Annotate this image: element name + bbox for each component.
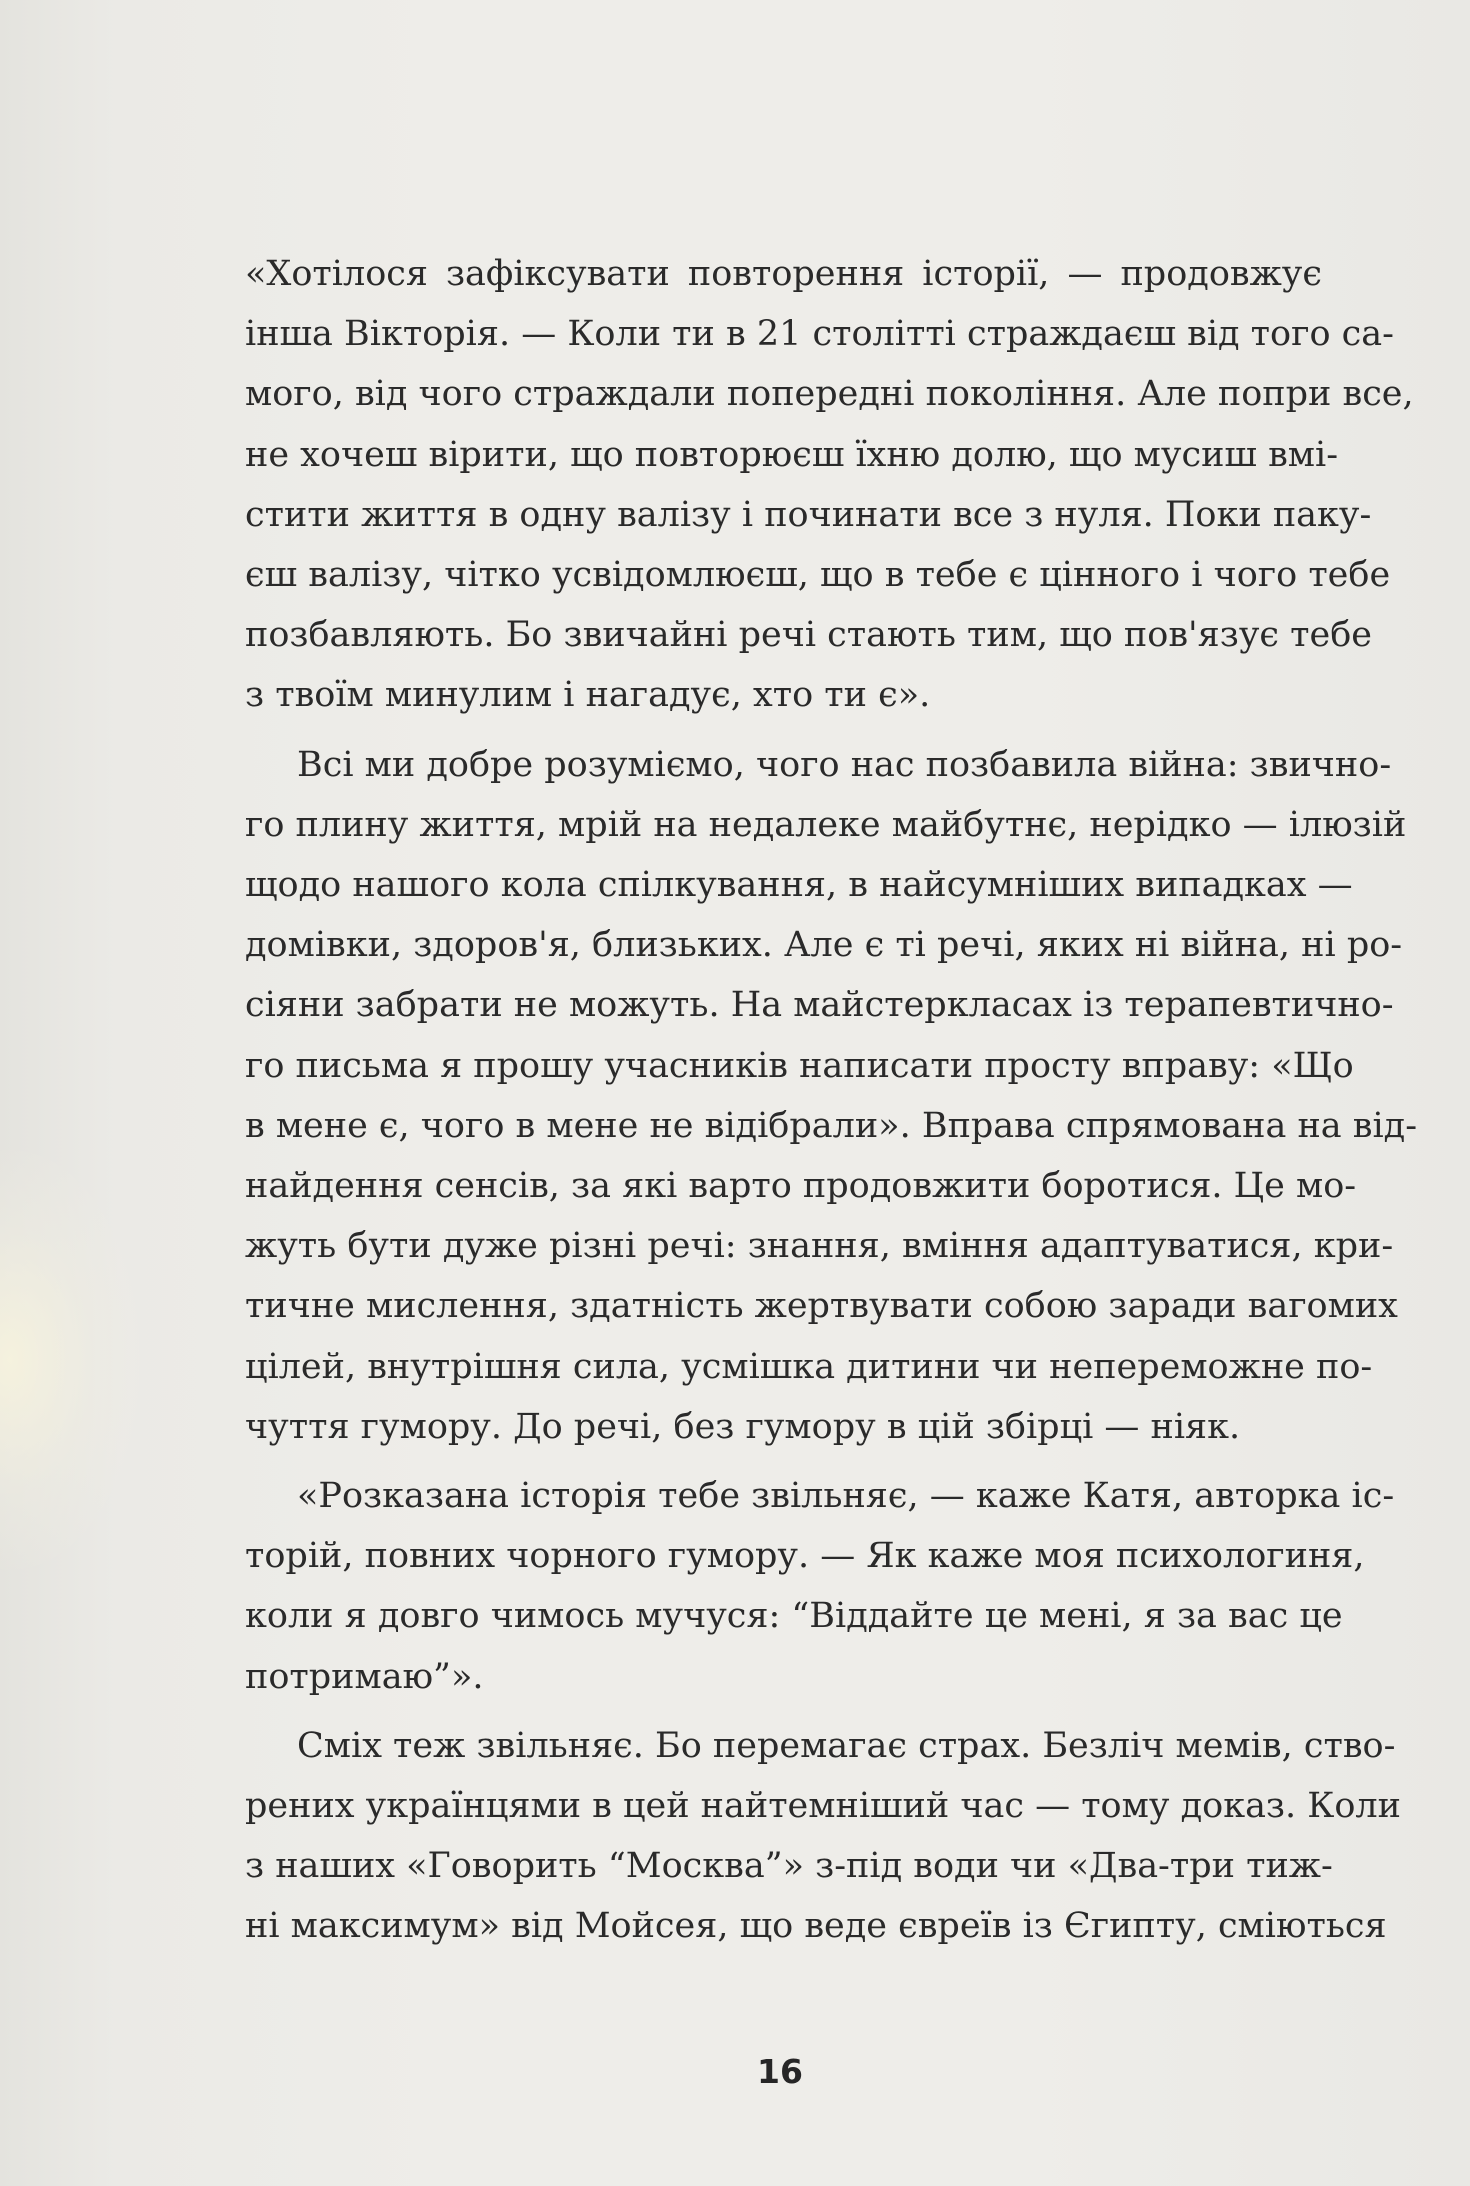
text-line: єш валізу, чітко усвідомлюєш, що в тебе є цінного і чого тебе (245, 555, 1391, 596)
text-line: Сміх теж звільняє. Бо перемагає страх. Безліч мемів, ство- (297, 1725, 1396, 1766)
text-line: інша Вікторія. — Коли ти в 21 столітті страждаєш від того са- (245, 314, 1394, 355)
page-number: 16 (757, 2052, 803, 2091)
paragraph-3 (245, 1466, 1395, 1707)
text-line: з наших «Говорить “Москва”» з-під води чи «Два-три тиж- (245, 1846, 1333, 1887)
text-line: з твоїм минулим і нагадує, хто ти є». (245, 675, 931, 716)
paragraph-4 (245, 1716, 1401, 1957)
paragraph-2 (245, 735, 1418, 1457)
text-line: потримаю”». (245, 1656, 484, 1697)
text-line: го плину життя, мрій на недалеке майбутнє, нерідко — ілюзій (245, 804, 1407, 845)
text-line: не хочеш вірити, що повторюєш їхню долю, що мусиш вмі- (245, 434, 1339, 475)
text-line: Всі ми добре розуміємо, чого нас позбавила війна: звично- (297, 744, 1392, 785)
text-line: «Розказана історія тебе звільняє, — каже Катя, авторка іс- (297, 1476, 1395, 1517)
text-line: сіяни забрати не можуть. На майстеркласах із терапевтично- (245, 985, 1394, 1026)
text-line: щодо нашого кола спілкування, в найсумніших випадках — (245, 865, 1353, 906)
text-line: стити життя в одну валізу і починати все з нуля. Поки паку- (245, 494, 1372, 535)
paragraph-1 (245, 244, 1414, 726)
text-line: в мене є, чого в мене не відібрали». Вправа спрямована на від- (245, 1105, 1418, 1146)
text-line: найдення сенсів, за які варто продовжити боротися. Це мо- (245, 1166, 1357, 1207)
text-line: жуть бути дуже різні речі: знання, вміння адаптуватися, кри- (245, 1226, 1394, 1267)
text-line: позбавляють. Бо звичайні речі стають тим, що пов'язує тебе (245, 615, 1373, 656)
text-line: тичне мислення, здатність жертвувати собою заради вагомих (245, 1286, 1398, 1327)
text-line: ні максимум» від Мойсея, що веде євреїв із Єгипту, сміються (245, 1906, 1387, 1947)
text-line: коли я довго чимось мучуся: “Віддайте це мені, я за вас це (245, 1596, 1343, 1637)
text-line: «Хотілося зафіксувати повторення історії, — продовжує (245, 254, 1322, 294)
text-line: цілей, внутрішня сила, усмішка дитини чи непереможне по- (245, 1346, 1373, 1387)
text-line: рених українцями в цей найтемніший час — тому доказ. Коли (245, 1786, 1401, 1827)
text-line: домівки, здоров'я, близьких. Але є ті речі, яких ні війна, ні ро- (245, 925, 1403, 966)
body-text (245, 244, 1418, 1966)
light-glare (0, 1150, 140, 1570)
text-line: мого, від чого страждали попередні покоління. Але попри все, (245, 374, 1414, 415)
text-line: го письма я прошу учасників написати просту вправу: «Що (245, 1045, 1354, 1086)
text-line: торій, повних чорного гумору. — Як каже моя психологиня, (245, 1536, 1365, 1577)
text-line: чуття гумору. До речі, без гумору в цій збірці — ніяк. (245, 1406, 1241, 1447)
